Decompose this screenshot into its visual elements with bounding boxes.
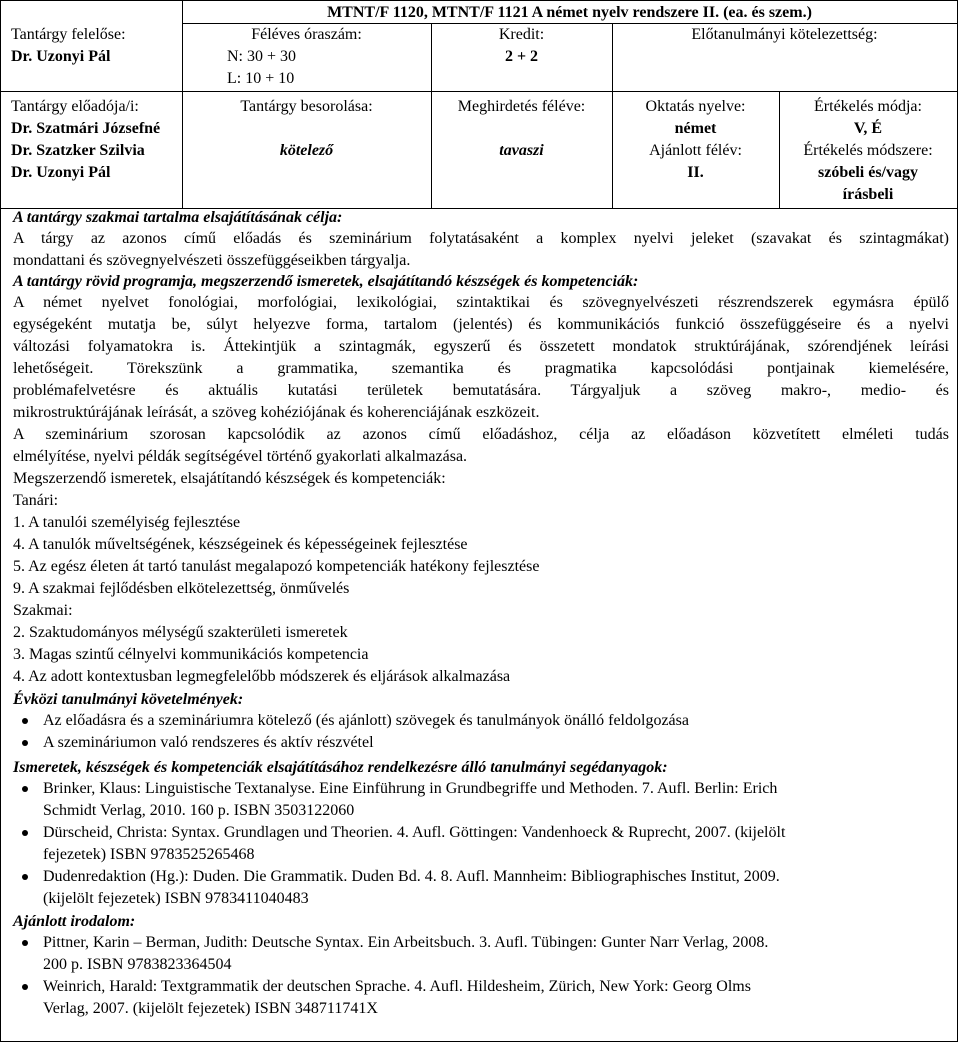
announcement-semester-label: Meghirdetés féléve: [457, 98, 586, 115]
materials-list [13, 778, 949, 910]
text-line: egységeként mutatja be, súlyt helyezve forma, tartalom (jelentés) és kommunikációs funkció összefüggéseire és a nyelvi [13, 316, 949, 333]
text-line: (kijelölt fejezetek) ISBN 9783411040483 [43, 890, 309, 907]
goal-section-title: A tantárgy szakmai tartalma elsajátításának célja: [13, 209, 343, 226]
announcement-semester-value: tavaszi [499, 142, 544, 159]
classification-value: kötelező [279, 142, 334, 159]
classification-label: Tantárgy besorolása: [240, 98, 373, 115]
language-value: német [674, 120, 717, 137]
text-line: lehetőségeit. Törekszünk a grammatika, szemantika és pragmatika kapcsolódási pontjainak kiemelésére, [13, 360, 949, 377]
text-line: A tárgy az azonos című előadás és szeminárium folytatásaként a komplex nyelvi jeleket (szavakat és szintagmákat) [13, 230, 949, 247]
assessment-method-value: írásbeli [842, 186, 894, 203]
lecturer-name: Dr. Szatmári Józsefné [11, 120, 161, 137]
credit-label: Kredit: [498, 26, 545, 43]
course-body [13, 208, 949, 1020]
assessment-method-label: Értékelés módszere: [803, 142, 933, 159]
assessment-type-label: Értékelés módja: [814, 98, 922, 115]
competency-item: 3. Magas szintű célnyelvi kommunikációs kompetencia [13, 646, 369, 663]
prerequisite-label: Előtanulmányi kötelezettség: [691, 26, 878, 43]
lecturers-label: Tantárgy előadója/i: [11, 98, 139, 115]
text-line: A szeminárium szorosan kapcsolódik az azonos című előadáshoz, célja az előadáson közvetített elméleti tudás [13, 426, 949, 443]
assessment-type-value: V, É [853, 120, 883, 137]
responsible-label: Tantárgy felelőse: [11, 26, 126, 43]
recommended-reading-list [13, 932, 949, 1020]
text-line: változási folyamatokra is. Áttekintjük a szintagmák, egyszerű és összetett mondatok struktúrájának, szórendjének leírási [13, 338, 949, 355]
lecturer-name: Dr. Szatzker Szilvia [11, 142, 145, 159]
competency-item: 9. A szakmai fejlődésben elkötelezettség, önművelés [13, 580, 350, 597]
text-line: Schmidt Verlag, 2010. 160 p. ISBN 3503122060 [43, 802, 355, 819]
competency-item: 4. Az adott kontextusban legmegfelelőbb módszerek és eljárások alkalmazása [13, 668, 511, 685]
competency-item: 2. Szaktudományos mélységű szakterületi ismeretek [13, 624, 348, 641]
hours-correspondence: L: 10 + 10 [227, 70, 295, 87]
professional-competencies-label: Szakmai: [13, 602, 73, 619]
language-label: Oktatás nyelve: [645, 98, 746, 115]
list-item: A szemináriumon való rendszeres és aktív részvétel [13, 732, 949, 754]
competency-item: 5. Az egész életen át tartó tanulást megalapozó kompetenciák hatékony fejlesztése [13, 558, 540, 575]
text-line: Verlag, 2007. (kijelölt fejezetek) ISBN 348711741X [43, 1000, 378, 1017]
list-item [13, 822, 949, 866]
text-line: Weinrich, Harald: Textgrammatik der deutschen Sprache. 4. Aufl. Hildesheim, Zürich, New York: Georg Olms [43, 978, 751, 995]
course-title: MTNT/F 1120, MTNT/F 1121 A német nyelv rendszere II. (ea. és szem.) [327, 4, 812, 21]
lecturer-name: Dr. Uzonyi Pál [11, 164, 111, 181]
goal-text [13, 228, 949, 272]
recommended-semester-label: Ajánlott félév: [649, 142, 742, 159]
list-item: Az előadásra és a szemináriumra kötelező (és ajánlott) szövegek és tanulmányok önálló feldolgozása [13, 710, 949, 732]
credit-value: 2 + 2 [504, 48, 539, 65]
hours-label: Féléves óraszám: [251, 26, 362, 43]
text-line: Brinker, Klaus: Linguistische Textanalyse. Eine Einführung in Grundbegriffe und Methoden. 7. Aufl. Berlin: Erich [43, 780, 778, 797]
text-line: A német nyelvet fonológiai, morfológiai, lexikológiai, szintaktikai és szövegnyelvészeti részrendszerek egymásra épülő [13, 294, 949, 311]
text-line: 200 p. ISBN 9783823364504 [43, 956, 232, 973]
recommended-semester-value: II. [687, 164, 704, 181]
hours-full-time: N: 30 + 30 [227, 48, 297, 65]
recommended-reading-title: Ajánlott irodalom: [13, 913, 136, 930]
competency-item: 4. A tanulók műveltségének, készségeinek és képességeinek fejlesztése [13, 536, 468, 553]
list-item [13, 976, 949, 1020]
competency-item: 1. A tanulói személyiség fejlesztése [13, 514, 241, 531]
list-item [13, 932, 949, 976]
text-line: elmélyítése, nyelvi példák segítségével történő gyakorlati alkalmazása. [13, 448, 468, 465]
text-line: mondattani és szövegnyelvészeti összefüggéseikben tárgyalja. [13, 252, 411, 269]
program-section-title: A tantárgy rövid programja, megszerzendő ismeretek, elsajátítandó készségek és kompetenciák: [13, 273, 639, 290]
grid-line [182, 23, 957, 24]
grid-line [1, 91, 957, 92]
materials-section-title: Ismeretek, készségek és kompetenciák elsajátításához rendelkezésre álló tanulmányi segédanyagok: [13, 759, 668, 776]
text-line: fejezetek) ISBN 9783525265468 [43, 846, 255, 863]
assessment-method-value: szóbeli és/vagy [818, 164, 918, 181]
competencies-heading: Megszerzendő ismeretek, elsajátítandó készségek és kompetenciák: [13, 470, 446, 487]
text-line: Dürscheid, Christa: Syntax. Grundlagen und Theorien. 4. Aufl. Göttingen: Vandenhoeck & Ruprecht, 2007. (kijelölt [43, 824, 786, 841]
program-paragraph-2 [13, 424, 949, 468]
text-line: mikrostruktúrájának leírását, a szöveg kohéziójának és koherenciájának eszközeit. [13, 404, 540, 421]
responsible-name: Dr. Uzonyi Pál [11, 48, 111, 65]
text-line: problémafelvetésre és aktuális kutatási területek bemutatására. Tárgyaljuk a szöveg makro-, medio- és [13, 382, 949, 399]
list-item [13, 778, 949, 822]
requirements-list [13, 710, 949, 754]
text-line: Dudenredaktion (Hg.): Duden. Die Grammatik. Duden Bd. 4. 8. Aufl. Mannheim: Bibliographisches Institut, 2009. [43, 868, 780, 885]
text-line: Pittner, Karin – Berman, Judith: Deutsche Syntax. Ein Arbeitsbuch. 3. Aufl. Tübingen: Gunter Narr Verlag, 2008. [43, 934, 769, 951]
program-paragraph-1 [13, 292, 949, 424]
course-header-table [1, 1, 957, 208]
teacher-competencies-label: Tanári: [13, 492, 59, 509]
requirements-section-title: Évközi tanulmányi követelmények: [13, 691, 244, 708]
list-item [13, 866, 949, 910]
